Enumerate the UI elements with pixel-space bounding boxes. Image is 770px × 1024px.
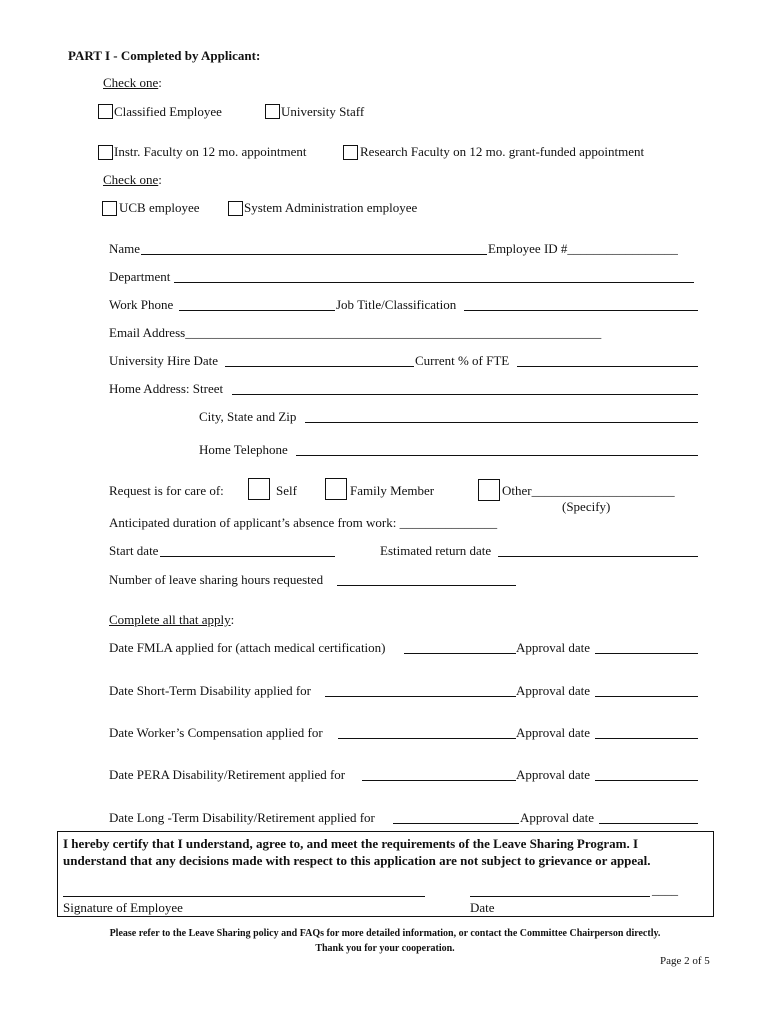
signature-field[interactable] — [63, 896, 425, 897]
city-label: City, State and Zip — [199, 409, 297, 424]
instr-faculty-label: Instr. Faculty on 12 mo. appointment — [114, 144, 307, 159]
hours-label: Number of leave sharing hours requested — [109, 572, 324, 587]
classified-employee-checkbox[interactable] — [98, 104, 113, 119]
email-label — [109, 325, 601, 341]
std-approval-label: Approval date — [516, 683, 591, 698]
instr-faculty-checkbox[interactable] — [98, 145, 113, 160]
hire-date-field[interactable] — [225, 366, 414, 367]
other-text: Other — [502, 483, 532, 498]
page-number: Page 2 of 5 — [660, 955, 710, 967]
return-date-label: Estimated return date — [380, 543, 492, 558]
ucb-employee-checkbox[interactable] — [102, 201, 117, 216]
ucb-employee-label: UCB employee — [119, 200, 200, 215]
job-title-label: Job Title/Classification — [336, 297, 457, 312]
part-title: PART I - Completed by Applicant: — [68, 48, 261, 63]
pera-label: Date PERA Disability/Retirement applied for — [109, 767, 346, 782]
date-label: Date — [470, 900, 495, 915]
self-label: Self — [276, 483, 297, 498]
std-approval-field[interactable] — [595, 696, 698, 697]
hire-date-label: University Hire Date — [109, 353, 219, 368]
fmla-label: Date FMLA applied for (attach medical certification) — [109, 640, 386, 655]
home-address-field[interactable] — [232, 394, 698, 395]
date-field[interactable] — [470, 896, 650, 897]
check-one-label-2 — [103, 172, 162, 188]
check-one-text-2: Check one — [103, 172, 159, 187]
university-staff-label: University Staff — [281, 104, 365, 119]
return-date-field[interactable] — [498, 556, 698, 557]
system-admin-label: System Administration employee — [244, 200, 418, 215]
other-field[interactable]: ______________________ — [531, 483, 675, 498]
fte-label: Current % of FTE — [415, 353, 510, 368]
pera-date-field[interactable] — [362, 780, 516, 781]
check-one-text: Check one — [103, 75, 159, 90]
workers-comp-approval-label: Approval date — [516, 725, 591, 740]
std-date-field[interactable] — [325, 696, 516, 697]
specify-label: (Specify) — [562, 499, 611, 514]
city-field[interactable] — [305, 422, 698, 423]
care-label: Request is for care of: — [109, 483, 224, 498]
ltd-date-field[interactable] — [393, 823, 519, 824]
footer-note: Please refer to the Leave Sharing policy and FAQs for more detailed information, or contact the Committee Chairperson directly. — [109, 928, 661, 939]
other-label — [502, 483, 675, 499]
fmla-date-field[interactable] — [404, 653, 516, 654]
footer-thanks: Thank you for your cooperation. — [315, 943, 455, 954]
home-phone-label: Home Telephone — [199, 442, 288, 457]
date-field-tail[interactable]: ____ — [652, 882, 678, 897]
employee-id-field[interactable]: _________________ — [567, 241, 678, 256]
fmla-approval-field[interactable] — [595, 653, 698, 654]
self-checkbox[interactable] — [248, 478, 270, 500]
department-label: Department — [109, 269, 171, 284]
home-phone-field[interactable] — [296, 455, 698, 456]
employee-id-label — [488, 241, 678, 257]
std-label: Date Short-Term Disability applied for — [109, 683, 311, 698]
signature-label: Signature of Employee — [63, 900, 183, 915]
name-label: Name — [109, 241, 141, 256]
department-field[interactable] — [174, 282, 694, 283]
duration-field[interactable]: _______________ — [399, 515, 498, 530]
workers-comp-date-field[interactable] — [338, 738, 516, 739]
pera-approval-field[interactable] — [595, 780, 698, 781]
start-date-label: Start date — [109, 543, 159, 558]
workers-comp-label: Date Worker’s Compensation applied for — [109, 725, 323, 740]
colon: : — [158, 75, 162, 90]
family-member-checkbox[interactable] — [325, 478, 347, 500]
hours-field[interactable] — [337, 585, 516, 586]
workers-comp-approval-field[interactable] — [595, 738, 698, 739]
apply-heading — [109, 612, 234, 628]
apply-heading-text: Complete all that apply — [109, 612, 231, 627]
name-field[interactable] — [141, 254, 487, 255]
certification-text: I hereby certify that I understand, agree to, and meet the requirements of the Leave Sharing Program. I understand that any decisions made with respect to this application are not subject to grievance or appeal. — [63, 836, 651, 868]
work-phone-label: Work Phone — [109, 297, 174, 312]
research-faculty-label: Research Faculty on 12 mo. grant-funded appointment — [360, 144, 645, 159]
work-phone-field[interactable] — [179, 310, 335, 311]
email-field[interactable]: ________________________________________________________________ — [185, 325, 602, 340]
home-address-label: Home Address: Street — [109, 381, 224, 396]
university-staff-checkbox[interactable] — [265, 104, 280, 119]
apply-colon: : — [230, 612, 235, 627]
employee-id-text: Employee ID # — [488, 241, 568, 256]
research-faculty-checkbox[interactable] — [343, 145, 358, 160]
check-one-label — [103, 75, 162, 91]
ltd-approval-label: Approval date — [520, 810, 595, 825]
classified-employee-label: Classified Employee — [114, 104, 222, 119]
other-checkbox[interactable] — [478, 479, 500, 501]
pera-approval-label: Approval date — [516, 767, 591, 782]
fmla-approval-label: Approval date — [516, 640, 591, 655]
ltd-label: Date Long -Term Disability/Retirement applied for — [109, 810, 375, 825]
start-date-field[interactable] — [160, 556, 335, 557]
email-text: Email Address — [109, 325, 186, 340]
colon-2: : — [158, 172, 162, 187]
system-admin-checkbox[interactable] — [228, 201, 243, 216]
fte-field[interactable] — [517, 366, 698, 367]
duration-label — [109, 515, 497, 531]
ltd-approval-field[interactable] — [599, 823, 698, 824]
job-title-field[interactable] — [464, 310, 698, 311]
family-member-label: Family Member — [350, 483, 435, 498]
duration-text: Anticipated duration of applicant’s absence from work: — [109, 515, 397, 530]
